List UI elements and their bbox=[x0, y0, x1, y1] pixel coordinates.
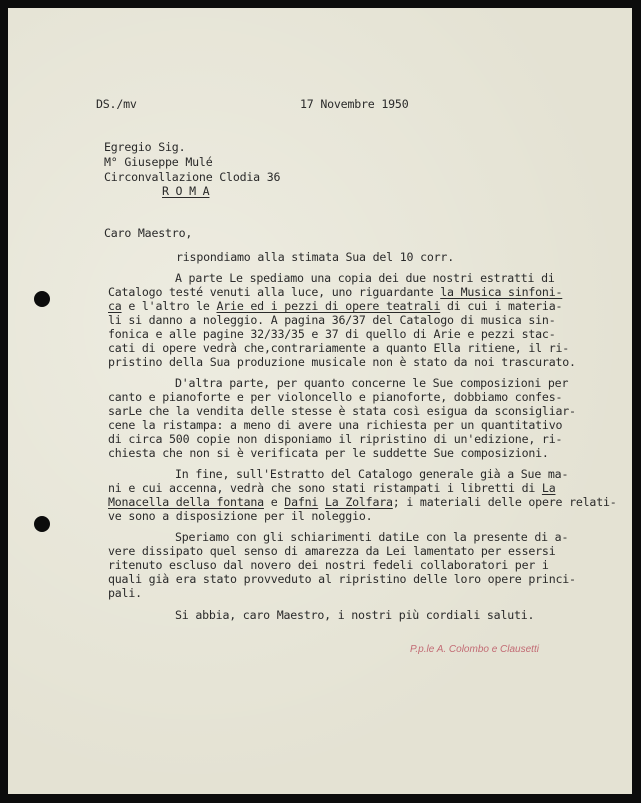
paragraph-line: cati di opere vedrà che,contrariamente a quanto Ella ritiene, il ri- bbox=[108, 341, 570, 355]
paragraph-line: vere dissipato quel senso di amarezza da Lei lamentato per essersi bbox=[108, 544, 556, 558]
opening-line: rispondiamo alla stimata Sua del 10 corr. bbox=[176, 250, 454, 264]
signature-stamp: P.p.le A. Colombo e Clausetti bbox=[410, 644, 539, 655]
closing-line: Si abbia, caro Maestro, i nostri più cordiali saluti. bbox=[175, 608, 535, 622]
paragraph-line: chiesta che non si è verificata per le suddette Sue composizioni. bbox=[108, 446, 549, 460]
paragraph-line: Speriamo con gli schiarimenti datiLe con la presente di a- bbox=[175, 530, 569, 544]
paragraph-line: ve sono a disposizione per il noleggio. bbox=[108, 509, 373, 523]
paragraph-line: sarLe che la vendita delle stesse è stata così esigua da sconsigliar- bbox=[108, 404, 576, 418]
reference-code: DS./mv bbox=[96, 97, 137, 111]
paragraph-line: ca e l'altro le Arie ed i pezzi di opere teatrali di cui i materia- bbox=[108, 299, 563, 313]
paragraph-line: Catalogo testé venuti alla luce, uno riguardante la Musica sinfoni- bbox=[108, 285, 563, 299]
paragraph-line: D'altra parte, per quanto concerne le Sue composizioni per bbox=[175, 376, 569, 390]
paragraph-line: pali. bbox=[108, 586, 142, 600]
paragraph-line: pristino della Sua produzione musicale non è stato da noi trascurato. bbox=[108, 355, 576, 369]
recipient-city: R O M A bbox=[162, 184, 210, 198]
salutation: Caro Maestro, bbox=[104, 226, 193, 240]
paragraph-line: li si danno a noleggio. A pagina 36/37 del Catalogo di musica sin- bbox=[108, 313, 556, 327]
recipient-name: M° Giuseppe Mulé bbox=[104, 155, 213, 169]
paragraph-line: canto e pianoforte e per violoncello e pianoforte, dobbiamo confes- bbox=[108, 390, 563, 404]
punch-hole bbox=[34, 516, 50, 532]
recipient-address: Circonvallazione Clodia 36 bbox=[104, 170, 281, 184]
paragraph-line: di circa 500 copie non disponiamo il ripristino di un'edizione, ri- bbox=[108, 432, 563, 446]
paragraph-line: quali già era stato provveduto al ripristino delle loro opere princi- bbox=[108, 572, 576, 586]
paragraph-line: ritenuto escluso dal novero dei nostri fedeli collaboratori per i bbox=[108, 558, 549, 572]
paragraph-line: cene la ristampa: a meno di avere una richiesta per un quantitativo bbox=[108, 418, 563, 432]
paragraph-line: ni e cui accenna, vedrà che sono stati ristampati i libretti di La bbox=[108, 481, 556, 495]
recipient-line: Egregio Sig. bbox=[104, 140, 186, 154]
paragraph-line: Monacella della fontana e Dafni La Zolfara; i materiali delle opere relati- bbox=[108, 495, 617, 509]
letter-date: 17 Novembre 1950 bbox=[300, 97, 409, 111]
paragraph-line: In fine, sull'Estratto del Catalogo generale già a Sue ma- bbox=[175, 467, 569, 481]
paragraph-line: A parte Le spediamo una copia dei due nostri estratti di bbox=[175, 271, 555, 285]
punch-hole bbox=[34, 291, 50, 307]
paragraph-line: fonica e alle pagine 32/33/35 e 37 di quello di Arie e pezzi stac- bbox=[108, 327, 556, 341]
